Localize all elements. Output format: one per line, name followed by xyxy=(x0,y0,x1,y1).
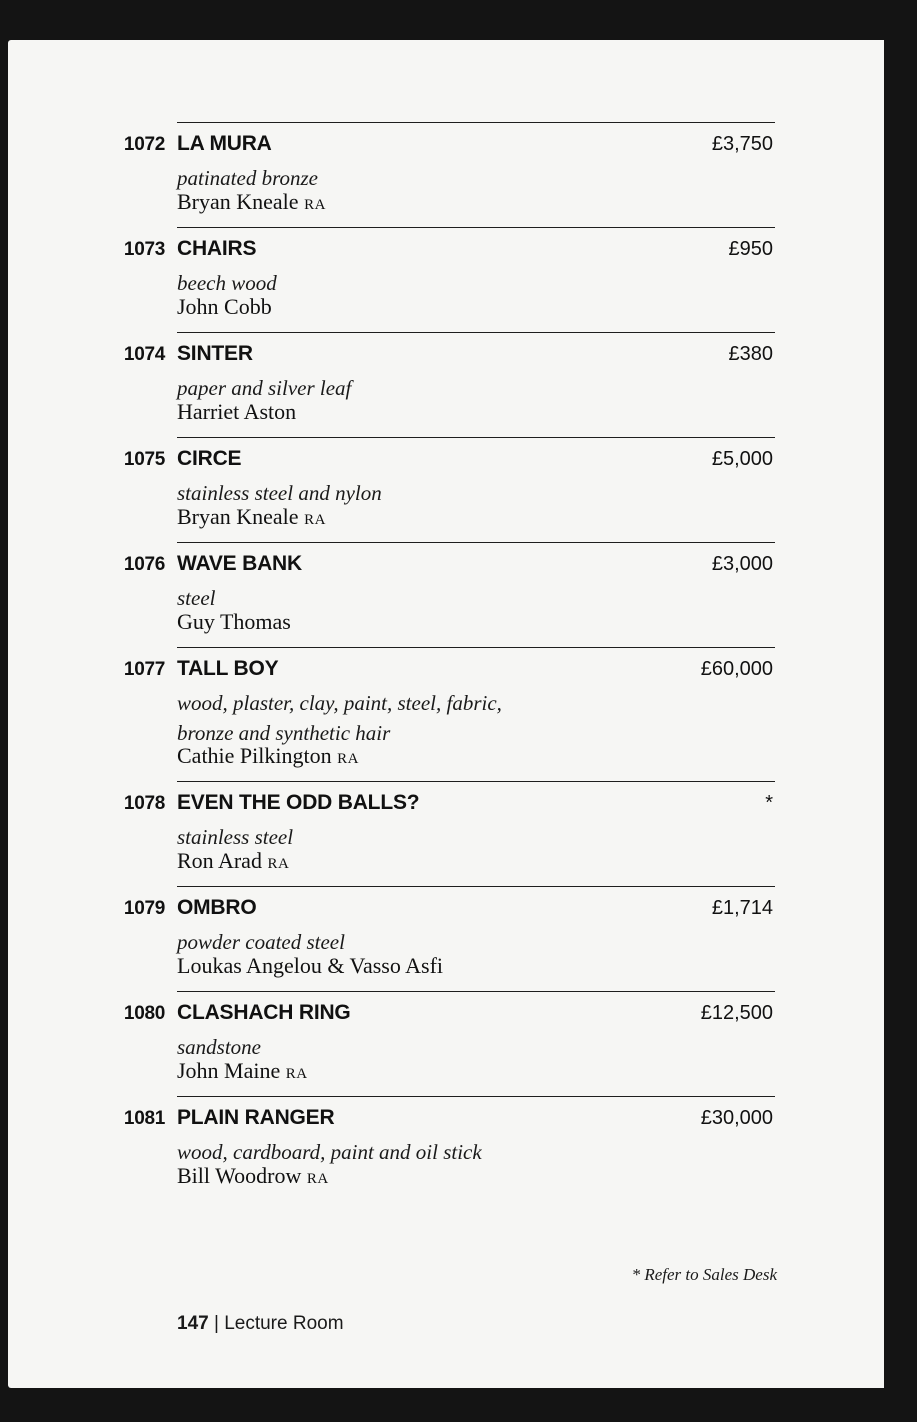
divider xyxy=(177,991,775,992)
divider xyxy=(177,886,775,887)
artwork-price: £60,000 xyxy=(700,658,773,680)
entry-1076 xyxy=(8,542,884,647)
artwork-medium: stainless steel and nylon xyxy=(177,481,382,505)
artwork-title: TALL BOY xyxy=(177,657,279,680)
artwork-title: CLASHACH RING xyxy=(177,1001,351,1024)
artwork-price: £3,750 xyxy=(711,133,773,155)
artist-name: Guy Thomas xyxy=(177,609,291,634)
artist-line xyxy=(177,743,359,769)
entry-1080 xyxy=(8,991,884,1096)
footnote: * Refer to Sales Desk xyxy=(631,1265,777,1284)
artwork-title: CHAIRS xyxy=(177,237,257,260)
divider xyxy=(177,332,775,333)
artwork-price: £3,000 xyxy=(711,553,773,575)
lot-number: 1074 xyxy=(123,344,165,365)
divider xyxy=(177,122,775,123)
artwork-title: PLAIN RANGER xyxy=(177,1106,335,1129)
page-footer xyxy=(177,1313,344,1335)
lot-number: 1075 xyxy=(123,449,165,470)
ra-suffix: RA xyxy=(306,1171,329,1187)
artwork-title: OMBRO xyxy=(177,896,257,919)
artwork-title: LA MURA xyxy=(177,132,272,155)
lot-number: 1079 xyxy=(123,898,165,919)
entry-1077 xyxy=(8,647,884,781)
divider xyxy=(177,781,775,782)
artwork-price: £380 xyxy=(728,343,773,365)
artist-name: Loukas Angelou & Vasso Asfi xyxy=(177,953,444,978)
lot-number: 1081 xyxy=(123,1108,165,1129)
artist-line xyxy=(177,1163,329,1189)
artwork-title: CIRCE xyxy=(177,447,242,470)
artist-line xyxy=(177,189,326,215)
artwork-price: £5,000 xyxy=(711,448,773,470)
artist-line xyxy=(177,609,291,635)
artist-line xyxy=(177,953,443,979)
entry-1079 xyxy=(8,886,884,991)
entry-1073 xyxy=(8,227,884,332)
lot-number: 1072 xyxy=(123,134,165,155)
artist-line xyxy=(177,504,326,530)
section-name: Lecture Room xyxy=(224,1313,344,1334)
artwork-medium: sandstone xyxy=(177,1035,261,1059)
lot-number: 1077 xyxy=(123,659,165,680)
lot-number: 1080 xyxy=(123,1003,165,1024)
entry-1074 xyxy=(8,332,884,437)
artist-name: Bill Woodrow xyxy=(177,1163,302,1188)
divider xyxy=(177,647,775,648)
artwork-price: £12,500 xyxy=(700,1002,773,1024)
artist-line xyxy=(177,399,296,425)
artist-name: Harriet Aston xyxy=(177,399,297,424)
footer-separator: | xyxy=(213,1313,219,1334)
entry-1075 xyxy=(8,437,884,542)
artist-name: Bryan Kneale xyxy=(177,189,299,214)
lot-number: 1073 xyxy=(123,239,165,260)
lot-number: 1078 xyxy=(123,793,165,814)
artwork-medium: patinated bronze xyxy=(177,166,318,190)
artist-line xyxy=(177,294,272,320)
divider xyxy=(177,437,775,438)
artwork-medium: beech wood xyxy=(177,271,277,295)
artist-name: John Maine xyxy=(177,1058,281,1083)
entry-1078 xyxy=(8,781,884,886)
divider xyxy=(177,542,775,543)
ra-suffix: RA xyxy=(337,751,359,767)
divider xyxy=(177,1096,775,1097)
lot-number: 1076 xyxy=(123,554,165,575)
entry-list xyxy=(8,122,884,1201)
artwork-medium: wood, cardboard, paint and oil stick xyxy=(177,1140,482,1164)
artist-line xyxy=(177,1058,308,1084)
page-number: 147 xyxy=(177,1313,209,1334)
ra-suffix: RA xyxy=(304,197,326,213)
artist-name: Ron Arad xyxy=(177,848,262,873)
ra-suffix: RA xyxy=(285,1066,308,1082)
artwork-medium: wood, plaster, clay, paint, steel, fabric, bronze and synthetic hair xyxy=(177,691,502,745)
ra-suffix: RA xyxy=(267,856,290,872)
artwork-medium: steel xyxy=(177,586,216,610)
catalogue-page xyxy=(8,40,884,1388)
artwork-medium: powder coated steel xyxy=(177,930,345,954)
artwork-medium: paper and silver leaf xyxy=(177,376,352,400)
divider xyxy=(177,227,775,228)
artwork-title: SINTER xyxy=(177,342,253,365)
artwork-price: £1,714 xyxy=(711,897,773,919)
entry-1081 xyxy=(8,1096,884,1201)
artist-name: Bryan Kneale xyxy=(177,504,299,529)
artwork-medium: stainless steel xyxy=(177,825,294,849)
artwork-price: * xyxy=(765,792,773,814)
artist-line xyxy=(177,848,289,874)
artwork-title: EVEN THE ODD BALLS? xyxy=(177,791,420,814)
entry-1072 xyxy=(8,122,884,227)
artist-name: Cathie Pilkington xyxy=(177,743,332,768)
ra-suffix: RA xyxy=(304,512,326,528)
artwork-price: £30,000 xyxy=(700,1107,773,1129)
artwork-title: WAVE BANK xyxy=(177,552,302,575)
artist-name: John Cobb xyxy=(177,294,272,319)
artwork-price: £950 xyxy=(728,238,773,260)
